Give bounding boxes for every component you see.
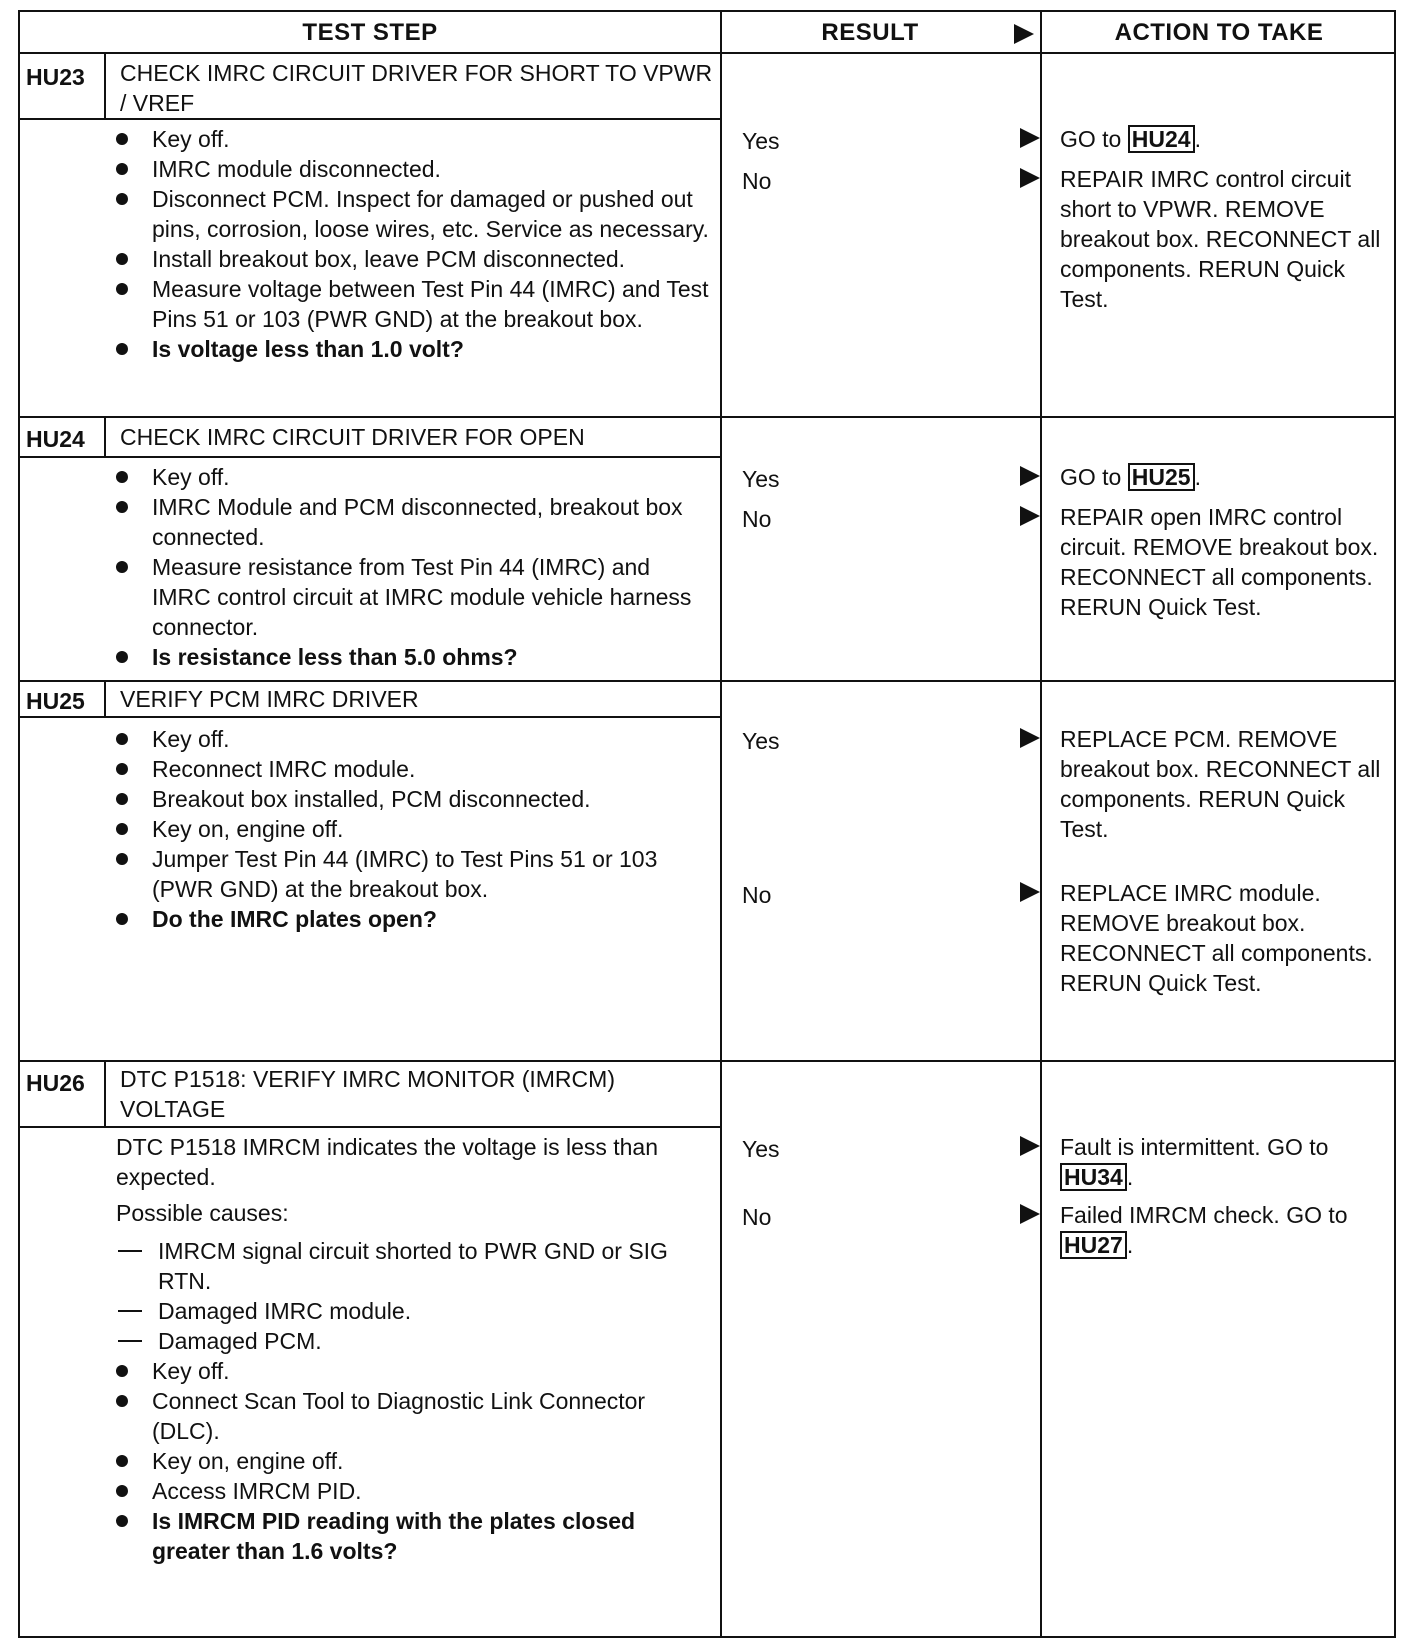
arrow-icon [1020,168,1040,188]
step-item: Key off. [110,462,710,492]
step-item: Jumper Test Pin 44 (IMRC) to Test Pins 51 or 103 (PWR GND) at the breakout box. [110,844,710,904]
arrow-icon [1020,1204,1040,1224]
steps-hu26 [110,1356,710,1566]
result-yes: Yes [742,466,780,492]
step-id-hu25: HU25 [26,688,85,714]
step-item: Breakout box installed, PCM disconnected. [110,784,710,814]
title-rule [20,1126,722,1128]
dtc-intro: DTC P1518 IMRCM indicates the voltage is less than expected. [116,1134,659,1190]
action-no: Failed IMRCM check. GO to HU27 . [1060,1202,1348,1258]
row-rule [20,1060,1394,1062]
step-item: Disconnect PCM. Inspect for damaged or pushed out pins, corrosion, loose wires, etc. Service as necessary. [110,184,710,244]
step-item: Key off. [110,124,710,154]
steps-hu23 [110,124,710,364]
step-item: Connect Scan Tool to Diagnostic Link Connector (DLC). [110,1386,710,1446]
arrow-icon [1020,128,1040,148]
diagnostic-table [18,10,1396,1638]
step-item: Measure resistance from Test Pin 44 (IMRC) and IMRC control circuit at IMRC module vehicle harness connector. [110,552,710,642]
step-item: Key off. [110,724,710,754]
result-no: No [742,506,772,532]
step-title-hu26: DTC P1518: VERIFY IMRC MONITOR (IMRCM) VOLTAGE [120,1066,615,1122]
header-action: ACTION TO TAKE [1114,19,1324,46]
causes-label: Possible causes: [116,1200,289,1226]
title-rule [20,716,722,718]
arrow-icon [1020,882,1040,902]
steps-hu24 [110,462,710,672]
cause-item: Damaged IMRC module. [116,1296,710,1326]
column-divider [1040,12,1042,1636]
step-item: Key on, engine off. [110,1446,710,1476]
arrow-icon [1020,1136,1040,1156]
step-ref-link[interactable]: HU27 [1060,1231,1127,1259]
column-divider [720,12,722,1636]
row-rule [20,680,1394,682]
step-question: Is voltage less than 1.0 volt? [110,334,710,364]
step-ref-link[interactable]: HU34 [1060,1163,1127,1191]
arrow-icon [1020,466,1040,486]
step-item: IMRC Module and PCM disconnected, breakout box connected. [110,492,710,552]
step-item: Key off. [110,1356,710,1386]
header-arrow-icon [1014,24,1034,44]
action-yes: GO to HU25 . [1060,464,1201,490]
header-rule [20,52,1394,54]
step-question: Is IMRCM PID reading with the plates closed greater than 1.6 volts? [110,1506,710,1566]
action-no: REPAIR IMRC control circuit short to VPWR. REMOVE breakout box. RECONNECT all components. RERUN Quick Test. [1060,166,1381,312]
step-item: Reconnect IMRC module. [110,754,710,784]
row-rule [20,416,1394,418]
result-yes: Yes [742,1136,780,1162]
action-no: REPLACE IMRC module. REMOVE breakout box. RECONNECT all components. RERUN Quick Test. [1060,880,1373,996]
id-divider [104,54,106,120]
step-item: Access IMRCM PID. [110,1476,710,1506]
result-no: No [742,1204,772,1230]
cause-item: IMRCM signal circuit shorted to PWR GND or SIG RTN. [116,1236,710,1296]
step-title-hu25: VERIFY PCM IMRC DRIVER [120,686,419,712]
result-yes: Yes [742,728,780,754]
steps-hu25 [110,724,710,934]
step-question: Do the IMRC plates open? [110,904,710,934]
step-item: Install breakout box, leave PCM disconnected. [110,244,710,274]
result-no: No [742,882,772,908]
step-title-hu24: CHECK IMRC CIRCUIT DRIVER FOR OPEN [120,424,585,450]
step-id-hu24: HU24 [26,426,85,452]
step-id-hu26: HU26 [26,1070,85,1096]
arrow-icon [1020,506,1040,526]
title-rule [20,456,722,458]
causes-list [116,1236,710,1356]
id-divider [104,682,106,718]
id-divider [104,1062,106,1128]
action-yes: GO to HU24 . [1060,126,1201,152]
step-ref-link[interactable]: HU24 [1128,125,1195,153]
title-rule [20,118,722,120]
step-item: Measure voltage between Test Pin 44 (IMRC) and Test Pins 51 or 103 (PWR GND) at the breakout box. [110,274,710,334]
action-yes: REPLACE PCM. REMOVE breakout box. RECONNECT all components. RERUN Quick Test. [1060,726,1381,842]
header-test-step: TEST STEP [302,19,438,46]
step-ref-link[interactable]: HU25 [1128,463,1195,491]
step-title-hu23: CHECK IMRC CIRCUIT DRIVER FOR SHORT TO VPWR / VREF [120,60,713,116]
result-no: No [742,168,772,194]
step-id-hu23: HU23 [26,64,85,90]
step-item: IMRC module disconnected. [110,154,710,184]
step-question: Is resistance less than 5.0 ohms? [110,642,710,672]
step-item: Key on, engine off. [110,814,710,844]
result-yes: Yes [742,128,780,154]
cause-item: Damaged PCM. [116,1326,710,1356]
header-result: RESULT [821,19,919,46]
id-divider [104,418,106,458]
action-yes: Fault is intermittent. GO to HU34 . [1060,1134,1329,1190]
arrow-icon [1020,728,1040,748]
action-no: REPAIR open IMRC control circuit. REMOVE breakout box. RECONNECT all components. RERUN Quick Test. [1060,504,1379,620]
